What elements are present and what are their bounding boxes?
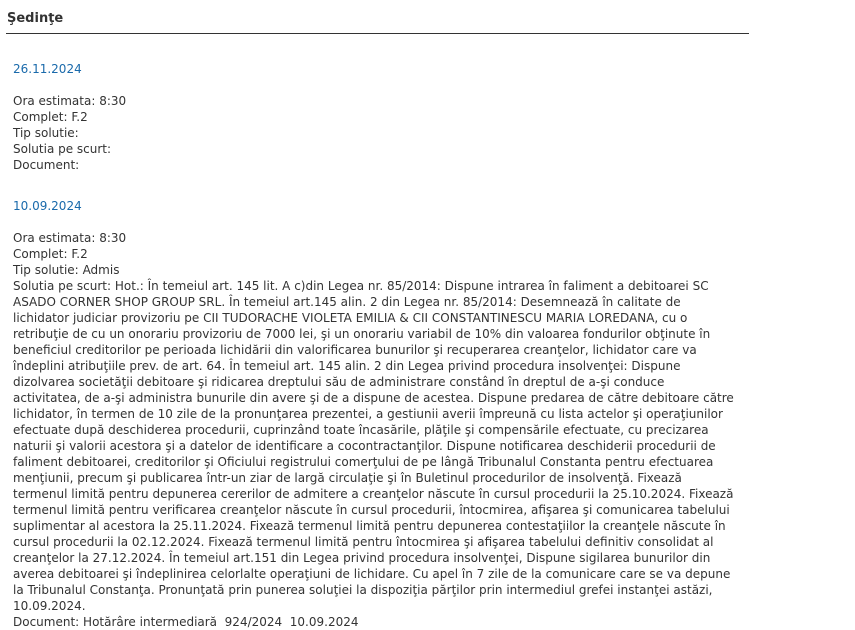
complet-row — [13, 246, 735, 262]
session-date: 10.09.2024 — [13, 199, 82, 213]
tip-solutie-row — [13, 262, 735, 278]
solutia-pe-scurt-label: Solutia pe scurt: — [13, 279, 112, 293]
complet-value: F.2 — [71, 110, 88, 124]
complet-label: Complet: — [13, 110, 68, 124]
session-date: 26.11.2024 — [13, 62, 82, 76]
solutia-pe-scurt-row — [13, 141, 735, 157]
session-fields — [13, 230, 735, 630]
session-fields — [13, 93, 735, 173]
ora-estimata-value: 8:30 — [99, 94, 127, 108]
document-row — [13, 614, 735, 630]
tip-solutie-row — [13, 125, 735, 141]
document-value: Hotărâre intermediară 924/2024 10.09.2024 — [83, 615, 359, 629]
session-entry — [13, 61, 735, 173]
tip-solutie-label: Tip solutie: — [13, 126, 79, 140]
document-row — [13, 157, 735, 173]
ora-estimata-row — [13, 230, 735, 246]
complet-label: Complet: — [13, 247, 68, 261]
ora-estimata-value: 8:30 — [99, 231, 127, 245]
page-title: Şedinţe — [7, 11, 64, 26]
ora-estimata-label: Ora estimata: — [13, 231, 96, 245]
document-label: Document: — [13, 158, 80, 172]
complet-value: F.2 — [71, 247, 88, 261]
ora-estimata-label: Ora estimata: — [13, 94, 96, 108]
ora-estimata-row — [13, 93, 735, 109]
page-header — [6, 0, 749, 34]
tip-solutie-value: Admis — [82, 263, 120, 277]
document-label: Document: — [13, 615, 80, 629]
complet-row — [13, 109, 735, 125]
session-entry — [13, 198, 735, 630]
solutia-pe-scurt-label: Solutia pe scurt: — [13, 142, 112, 156]
tip-solutie-label: Tip solutie: — [13, 263, 79, 277]
solutia-pe-scurt-value: Hot.: În temeiul art. 145 lit. A c)din Legea nr. 85/2014: Dispune intrarea în faliment a debitoarei SC ASADO CORNER SHOP GROUP SRL. În temeiul art.145 alin. 2 din Legea nr. 85/2014: Desemnează în calitate de lichidator judiciar provizoriu pe CII TUDORACHE VIOLETA EMILIA & CII CONSTANTINESCU MARIA LOREDANA, cu o retribuţie de cu un onorariu provizoriu de 7000 lei, şi un onorariu variabil de 10% din valoarea fondurilor obţinute în beneficiul creditorilor pe perioada lichidării din valorificarea bunurilor şi recuperarea creanţelor, lichidator care va îndeplini atribuţiile prev. de art. 64. În temeiul art. 145 alin. 2 din Legea privind procedura insolvenţei: Dispune dizolvarea societăţii debitoare şi ridicarea dreptului său de administrare constând în dreptul de a-şi conduce activitatea, de a-şi administra bunurile din avere şi de a dispune de acestea. Dispune predarea de către debitoare către lichidator, în termen de 10 zile de la pronunţarea prezentei, a gestiunii averii împreună cu lista actelor şi operaţiunilor efectuate după deschiderea procedurii, cuprinzând toate încasările, plăţile şi compensările efectuate, cu precizarea naturii şi valorii acestora şi a datelor de identificare a cocontractanţilor. Dispune notificarea deschiderii procedurii de faliment debitoarei, creditorilor şi Oficiului registrului comerţului de pe lângă Tribunalul Constanta pentru efectuarea menţiunii, precum şi publicarea într-un ziar de largă circulaţie şi în Buletinul procedurilor de insolvenţă. Fixează termenul limită pentru depunerea cererilor de admitere a creanţelor născute în cursul procedurii la 25.10.2024. Fixează termenul limită pentru verificarea creanţelor născute în cursul procedurii, întocmirea, afişarea şi comunicarea tabelului suplimentar al acestora la 25.11.2024. Fixează termenul limită pentru depunerea contestaţiilor la creanţele născute în cursul procedurii la 02.12.2024. Fixează termenul limită pentru întocmirea şi afişarea tabelului definitiv consolidat al creanţelor la 27.12.2024. În temeiul art.151 din Legea privind procedura insolvenţei, Dispune sigilarea bunurilor din averea debitoarei şi îndeplinirea celorlalte operaţiuni de lichidare. Cu apel în 7 zile de la comunicare care se va depune la Tribunalul Constanţa. Pronunţată prin punerea soluţiei la dispoziţia părţilor prin intermediul grefei instanţei astăzi, 10.09.2024. — [13, 279, 734, 613]
solutia-pe-scurt-row — [13, 278, 735, 614]
